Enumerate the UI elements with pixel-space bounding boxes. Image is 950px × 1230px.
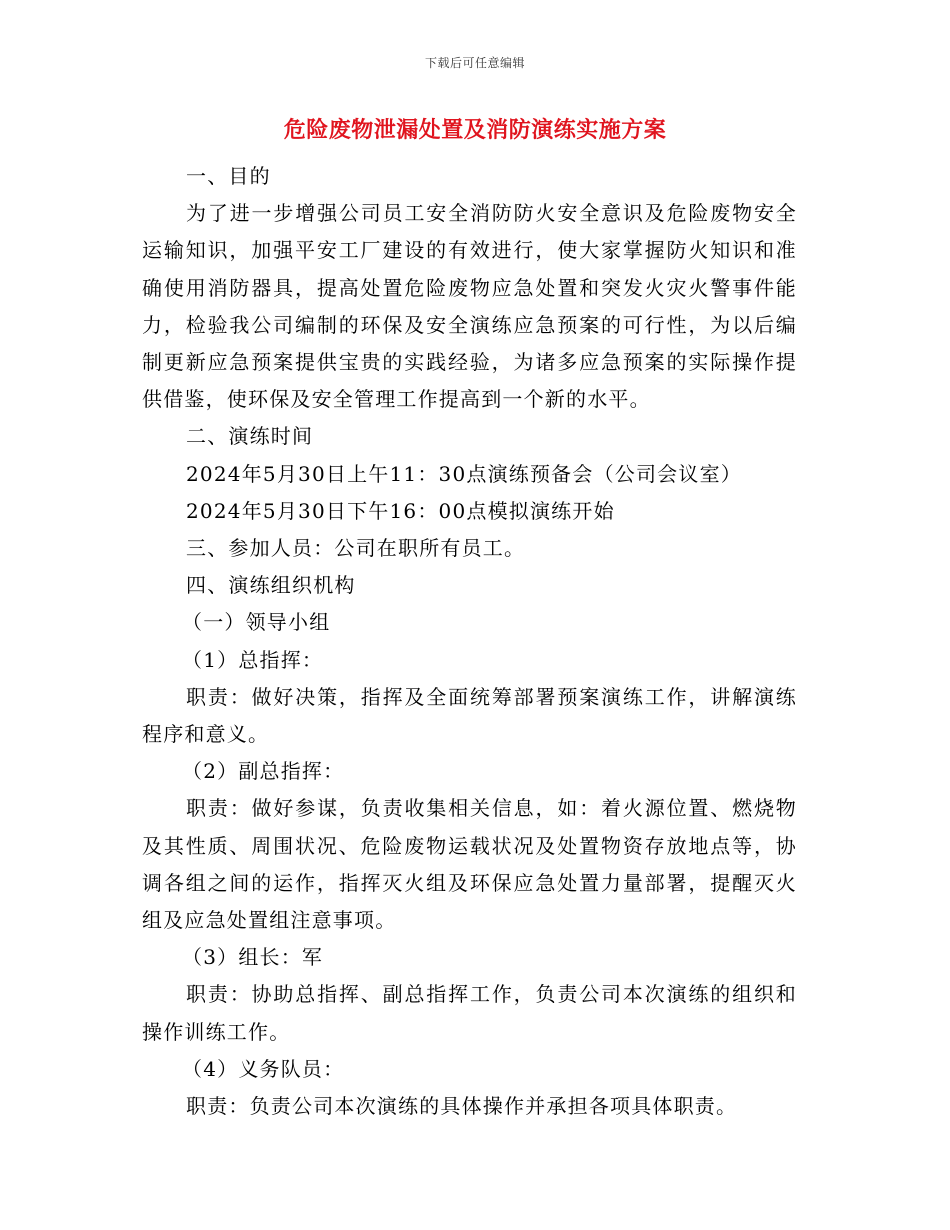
role-volunteer: （4）义务队员： (182, 1056, 345, 1081)
paragraph-time-1: 2024年5月30日上午11：30点演练预备会（公司会议室） (186, 461, 742, 486)
role-deputy-commander: （2）副总指挥： (182, 759, 345, 784)
section-heading-organization: 四、演练组织机构 (186, 573, 356, 598)
duty-commander: 职责：做好决策，指挥及全面统筹部署预案演练工作，讲解演练程序和意义。 (142, 684, 797, 747)
section-heading-participants: 三、参加人员：公司在职所有员工。 (186, 536, 526, 561)
role-commander: （1）总指挥： (182, 647, 324, 672)
duty-volunteer: 职责：负责公司本次演练的具体操作并承担各项具体职责。 (186, 1094, 738, 1119)
section-heading-time: 二、演练时间 (186, 424, 314, 449)
section-heading-purpose: 一、目的 (186, 164, 271, 188)
document-title: 危险废物泄漏处置及消防演练实施方案 (283, 117, 667, 143)
document-body (142, 158, 797, 1125)
paragraph-time-2: 2024年5月30日下午16：00点模拟演练开始 (186, 498, 615, 523)
duty-deputy-commander: 职责：做好参谋，负责收集相关信息，如：着火源位置、燃烧物及其性质、周围状况、危险废物运载状况及处置物资存放地点等，协调各组之间的运作，指挥灭火组及环保应急处置力量部署，提醒灭火组及应急处置组注意事项。 (142, 796, 797, 933)
subsection-leadership-group: （一）领导小组 (182, 610, 331, 635)
page-header: 下载后可任意编辑 (424, 56, 525, 70)
paragraph-purpose: 为了进一步增强公司员工安全消防防火安全意识及危险废物安全运输知识，加强平安工厂建设的有效进行，使大家掌握防火知识和准确使用消防器具，提高处置危险废物应急处置和突发火灾火警事件能力，检验我公司编制的环保及安全演练应急预案的可行性，为以后编制更新应急预案提供宝贵的实践经验，为诸多应急预案的实际操作提供借鉴，使环保及安全管理工作提高到一个新的水平。 (142, 201, 797, 412)
role-team-leader: （3）组长：军 (182, 945, 324, 970)
duty-team-leader: 职责：协助总指挥、副总指挥工作，负责公司本次演练的组织和操作训练工作。 (142, 982, 797, 1044)
